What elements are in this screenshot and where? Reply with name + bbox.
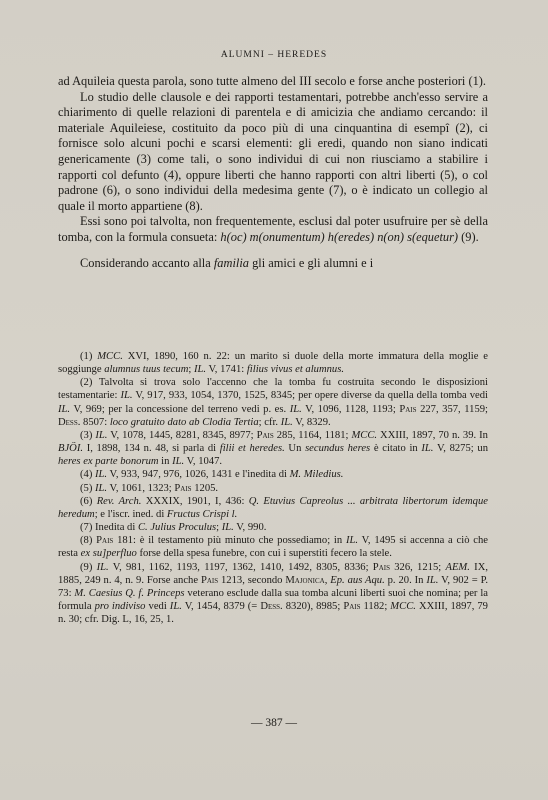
footnote-segment: p. 20. In xyxy=(384,574,427,586)
footnote-segment: filii et heredes. xyxy=(219,443,285,455)
footnote-segment: Pais xyxy=(399,403,417,415)
footnote-5 xyxy=(58,482,488,495)
footnote-segment: Dess. xyxy=(260,600,283,612)
footnote-segment: Pais xyxy=(256,429,274,441)
footnote-segment: 326, 1215; xyxy=(389,561,446,573)
footnote-segment: 1205. xyxy=(191,482,219,494)
footnote-segment: è citato in xyxy=(370,443,422,455)
footnote-segment: pro indiviso xyxy=(94,600,146,612)
footnote-segment: heres ex parte bonorum xyxy=(58,456,159,468)
footnote-segment: XXXIX, 1901, I, 436: xyxy=(141,495,249,507)
footnote-3 xyxy=(58,429,488,468)
footnote-segment: veterano esclude dalla sua tomba alcuni liberti suoi che nomina; per la formula xyxy=(58,587,488,612)
footnotes xyxy=(58,350,488,626)
footnote-segment: Ep. aus Aqu. xyxy=(330,574,385,586)
footnote-segment: (3) xyxy=(80,429,96,441)
footnote-segment: (4) xyxy=(80,469,96,481)
footnote-segment: V, 1096, 1128, 1193; xyxy=(301,403,400,415)
footnote-segment: IL. xyxy=(172,456,185,468)
footnote-segment: (2) Talvolta si trova solo l'accenno che la tomba fu costruita secondo le disposizioni testamentarie: xyxy=(58,377,488,402)
footnote-segment: alumnus tuus tecum xyxy=(104,364,189,376)
running-head: ALUMNI – HEREDES xyxy=(220,50,328,60)
page-number: — 387 — xyxy=(251,717,297,729)
footnote-segment: V, 1741: xyxy=(206,364,247,376)
footnote-segment: BJÖI. xyxy=(58,443,83,455)
main-text xyxy=(58,74,488,271)
footnote-segment: MCC. xyxy=(351,429,378,441)
footnote-segment: IX, 1885, 249 n. 4, n. 9. Forse anche xyxy=(58,561,488,586)
footnote-9 xyxy=(58,561,488,627)
footnote-4 xyxy=(58,468,488,481)
footnote-segment: ; e l'iscr. ined. di xyxy=(94,508,167,520)
footnote-segment: Pais xyxy=(343,600,361,612)
footnote-1 xyxy=(58,350,488,376)
footnote-segment: (1) xyxy=(80,351,98,362)
footnote-segment: IL. xyxy=(289,403,302,415)
footnote-segment: vedi xyxy=(145,600,170,612)
footnote-segment: IL. xyxy=(169,600,182,612)
footnote-segment: ex su]perfluo xyxy=(80,548,137,560)
paragraph-2: Lo studio delle clausole e dei rapporti testamentari, potrebbe anch'esso servire a chiarimento di quelle relazioni di parentela e di amicizia che andiamo cercando: il materiale Aquileiese, costituito da poco più di una cinquantina di esempî (2), ci fornisce solo alcuni pochi e scarsi elementi: gli eredi, quando non siano indicati genericamente (3) come tali, o sono individui di cui non riusciamo a stabilire i rapporti col defunto (4), oppure liberti che hanno rapporti con altri liberti (5), o col padrone (6), o sono individui della medesima gente (7), o è indicato un collegio al quale il morto appartiene (8). xyxy=(58,89,488,213)
paragraph-4-text-b: gli amici e gli alumni e i xyxy=(252,255,374,270)
footnote-segment: Un xyxy=(284,443,306,455)
footnote-segment: M. Caesius Q. f. Princeps xyxy=(74,587,185,599)
footnote-segment: V, 917, 933, 1054, 1370, 1525, 8345; per opere diverse da quella della tomba vedi xyxy=(132,390,488,402)
footnote-segment: 181: è il testamento più minuto che possediamo; in xyxy=(113,535,346,547)
footnote-segment: V, 990. xyxy=(233,522,267,534)
footnote-segment: IL. xyxy=(96,561,109,573)
footnote-segment: 8320), 8985; xyxy=(282,600,344,612)
paragraph-4-text-a: Considerando accanto alla xyxy=(80,255,211,270)
footnote-segment: ; xyxy=(188,364,194,376)
footnote-segment: MCC. xyxy=(390,600,416,612)
footnote-segment: Majonica xyxy=(285,574,325,586)
footnote-segment: V, 981, 1162, 1193, 1197, 1362, 1410, 1492, 8305, 8336; xyxy=(108,561,373,573)
footnote-7 xyxy=(58,521,488,534)
footnote-segment: IL. xyxy=(345,535,359,547)
footnote-segment: IL. xyxy=(426,574,439,586)
footnote-segment: V, 8275; un xyxy=(433,443,489,455)
footnote-segment: IL. xyxy=(120,390,133,402)
paragraph-4 xyxy=(58,256,488,272)
paragraph-3-note-ref: (9). xyxy=(461,229,479,244)
footnote-segment: XXIII, 1897, 70 n. 39. In xyxy=(377,429,488,441)
footnote-segment: AEM. xyxy=(445,561,470,573)
footnote-segment: (8) xyxy=(80,535,97,547)
footnote-segment: IL. xyxy=(421,443,434,455)
footnote-segment: IL. xyxy=(95,469,108,481)
footnote-segment: (9) xyxy=(80,561,97,573)
footnote-segment: 227, 357, 1159; xyxy=(416,403,488,415)
footnote-segment: M. Miledius. xyxy=(289,469,344,481)
footnote-segment: loco gratuito dato ab Clodia Tertia xyxy=(109,416,259,428)
footnote-segment: secundus heres xyxy=(305,443,371,455)
footnote-segment: V, 902 = P. 73: xyxy=(58,574,488,599)
footnote-segment: Dess. xyxy=(58,416,81,428)
footnote-segment: V, 933, 947, 976, 1026, 1431 e l'inedita di xyxy=(107,469,290,481)
footnote-segment: Pais xyxy=(174,482,192,494)
footnote-segment: I, 1898, 134 n. 48, si parla di xyxy=(83,443,220,455)
formula-text: h(oc) m(onumentum) h(eredes) n(on) s(equetur) xyxy=(220,229,459,244)
footnote-segment: V, 1047. xyxy=(184,456,223,468)
footnote-segment: C. Julius Proculus xyxy=(137,522,217,534)
footnote-segment: V, 1078, 1445, 8281, 8345, 8977; xyxy=(107,429,257,441)
footnote-segment: Pais xyxy=(200,574,219,586)
paragraph-3 xyxy=(58,214,488,245)
footnote-segment: 285, 1164, 1181; xyxy=(273,429,352,441)
footnote-segment: Pais xyxy=(372,561,390,573)
footnote-segment: forse della spesa funebre, con cui i superstiti fecero la stele. xyxy=(136,548,392,560)
footnote-segment: IL. xyxy=(280,416,293,428)
footnote-segment: IL. xyxy=(193,364,207,376)
footnote-segment: (7) Inedita di xyxy=(80,522,138,534)
footnote-segment: ; xyxy=(216,522,222,534)
footnote-segment: (6) xyxy=(80,495,97,507)
footnote-segment: XVI, 1890, 160 n. 22: un marito si duole della morte immatura della moglie e soggiunge xyxy=(58,351,488,376)
paragraph-3-text: Essi sono poi talvolta, non frequentemente, esclusi dal poter usufruire per sè della tomba, con la formula consueta: xyxy=(58,214,488,244)
footnote-segment: 1182; xyxy=(360,600,391,612)
footnote-8 xyxy=(58,534,488,560)
footnote-segment: 1213, secondo xyxy=(218,574,286,586)
paragraph-1: ad Aquileia questa parola, sono tutte almeno del III secolo e forse anche posteriori (1). xyxy=(58,74,487,88)
footnote-segment: 8507: xyxy=(80,416,110,428)
footnote-segment: IL. xyxy=(95,429,108,441)
footnote-segment: V, 1495 si accenna a ciò che resta xyxy=(58,535,488,560)
footnote-segment: Rev. Arch. xyxy=(96,495,142,507)
footnote-segment: XXIII, 1897, 79 n. 30; cfr. Dig. L, 16, 25, 1. xyxy=(58,600,488,626)
footnote-segment: in xyxy=(158,456,173,468)
footnote-segment: Q. Etuvius Capreolus ... arbitrata libertorum idemque heredum xyxy=(58,495,488,520)
footnote-segment: ; cfr. xyxy=(258,416,281,428)
footnote-segment: MCC. xyxy=(97,351,123,362)
footnote-segment: Pais xyxy=(96,535,114,547)
footnote-segment: filius vivus et alumnus. xyxy=(246,364,344,376)
footnote-2 xyxy=(58,376,488,429)
footnote-6 xyxy=(58,495,488,521)
footnote-segment: IL. xyxy=(58,403,71,415)
footnote-segment: V, 1454, 8379 (= xyxy=(181,600,261,612)
footnote-segment: (5) xyxy=(80,482,96,494)
paragraph-4-italic: familia xyxy=(213,255,249,270)
footnote-segment: V, 8329. xyxy=(292,416,331,428)
footnote-segment: V, 969; per la concessione del terreno vedi p. es. xyxy=(70,403,290,415)
footnote-segment: , xyxy=(324,574,331,586)
footnote-segment: Fructus Crispi l. xyxy=(166,508,238,520)
footnote-segment: V, 1061, 1323; xyxy=(107,482,175,494)
footnote-segment: IL. xyxy=(95,482,108,494)
footnote-segment: IL. xyxy=(221,522,234,534)
